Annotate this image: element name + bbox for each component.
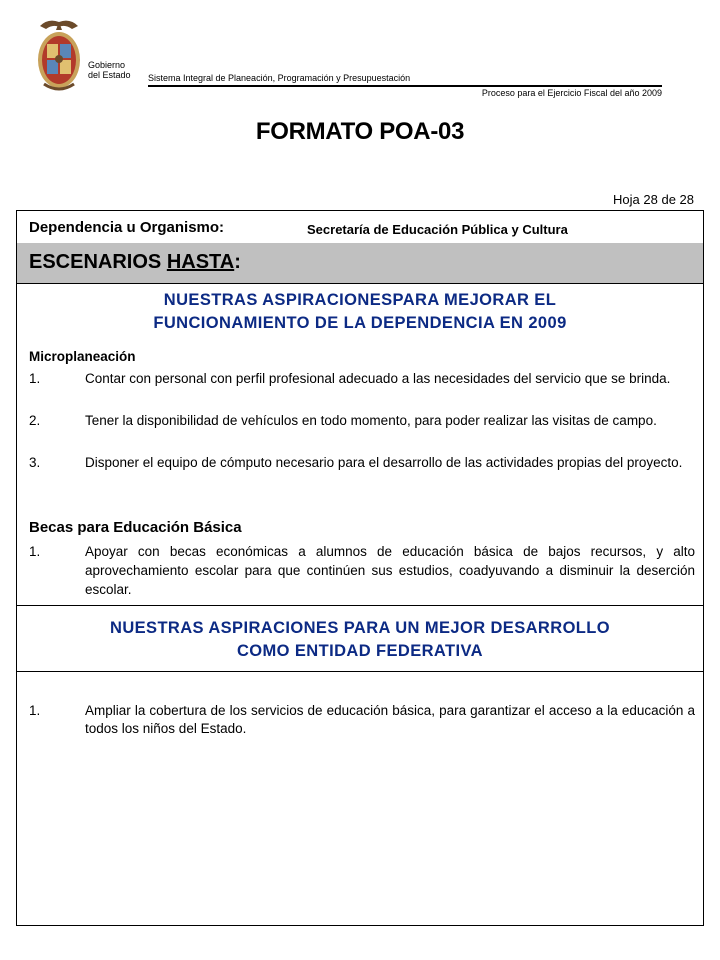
- page-title: FORMATO POA-03: [255, 118, 465, 145]
- scenarios-suffix: :: [234, 251, 241, 273]
- item-number: 3.: [29, 455, 41, 470]
- sheet-number: Hoja 28 de 28: [613, 192, 694, 207]
- header-divider: [148, 85, 662, 87]
- section1-body: [17, 349, 703, 606]
- list-item: [29, 542, 695, 599]
- scenarios-heading: [29, 251, 241, 274]
- section2-heading: [17, 617, 703, 663]
- group1-title: Microplaneación: [29, 349, 136, 364]
- dependency-value: Secretaría de Educación Pública y Cultura: [307, 222, 568, 237]
- list-item: [29, 412, 695, 430]
- system-name: Sistema Integral de Planeación, Programación y Presupuestación: [148, 73, 411, 83]
- section1-heading-line-2: FUNCIONAMIENTO DE LA DEPENDENCIA EN 2009: [153, 314, 567, 332]
- fiscal-process: Proceso para el Ejercicio Fiscal del año 2009: [481, 88, 662, 98]
- list-item: [29, 454, 695, 472]
- government-line-1: Gobierno: [88, 60, 126, 70]
- item-number: 1.: [29, 544, 41, 559]
- government-line-2: del Estado: [88, 70, 131, 80]
- section1-heading: [17, 289, 703, 335]
- government-label: [88, 60, 131, 80]
- form-frame: [16, 210, 704, 926]
- list-item: [29, 702, 695, 738]
- item-text: Contar con personal con perfil profesional adecuado a las necesidades del servicio que se brinda.: [85, 371, 671, 386]
- item-text: Apoyar con becas económicas a alumnos de educación básica de bajos recursos, y alto aprovechamiento escolar para que continúen sus estudios, coadyuvando a disminuir la deserción escolar.: [85, 544, 695, 597]
- section2-heading-line-2: COMO ENTIDAD FEDERATIVA: [236, 642, 483, 660]
- section1-heading-line-1: NUESTRAS ASPIRACIONESPARA MEJORAR EL: [163, 291, 557, 309]
- dependency-label: Dependencia u Organismo:: [29, 219, 225, 236]
- scenarios-prefix: ESCENARIOS: [29, 251, 167, 273]
- dependency-row: [17, 211, 703, 244]
- scenarios-band: [17, 243, 703, 284]
- item-text: Disponer el equipo de cómputo necesario para el desarrollo de las actividades propias del proyecto.: [85, 455, 683, 470]
- list-item: [29, 370, 695, 388]
- item-text: Tener la disponibilidad de vehículos en todo momento, para poder realizar las visitas de campo.: [85, 413, 657, 428]
- section2-divider: [17, 671, 703, 672]
- scenarios-underlined: HASTA: [166, 251, 235, 273]
- item-text: Ampliar la cobertura de los servicios de educación básica, para garantizar el acceso a la educación a todos los niños del Estado.: [85, 703, 695, 736]
- item-number: 1.: [29, 703, 41, 718]
- item-number: 1.: [29, 371, 41, 386]
- item-number: 2.: [29, 413, 41, 428]
- group2-title: Becas para Educación Básica: [29, 519, 242, 536]
- section2-heading-line-1: NUESTRAS ASPIRACIONES PARA UN MEJOR DESARROLLO: [110, 619, 610, 637]
- state-coat-of-arms-icon: [34, 16, 84, 98]
